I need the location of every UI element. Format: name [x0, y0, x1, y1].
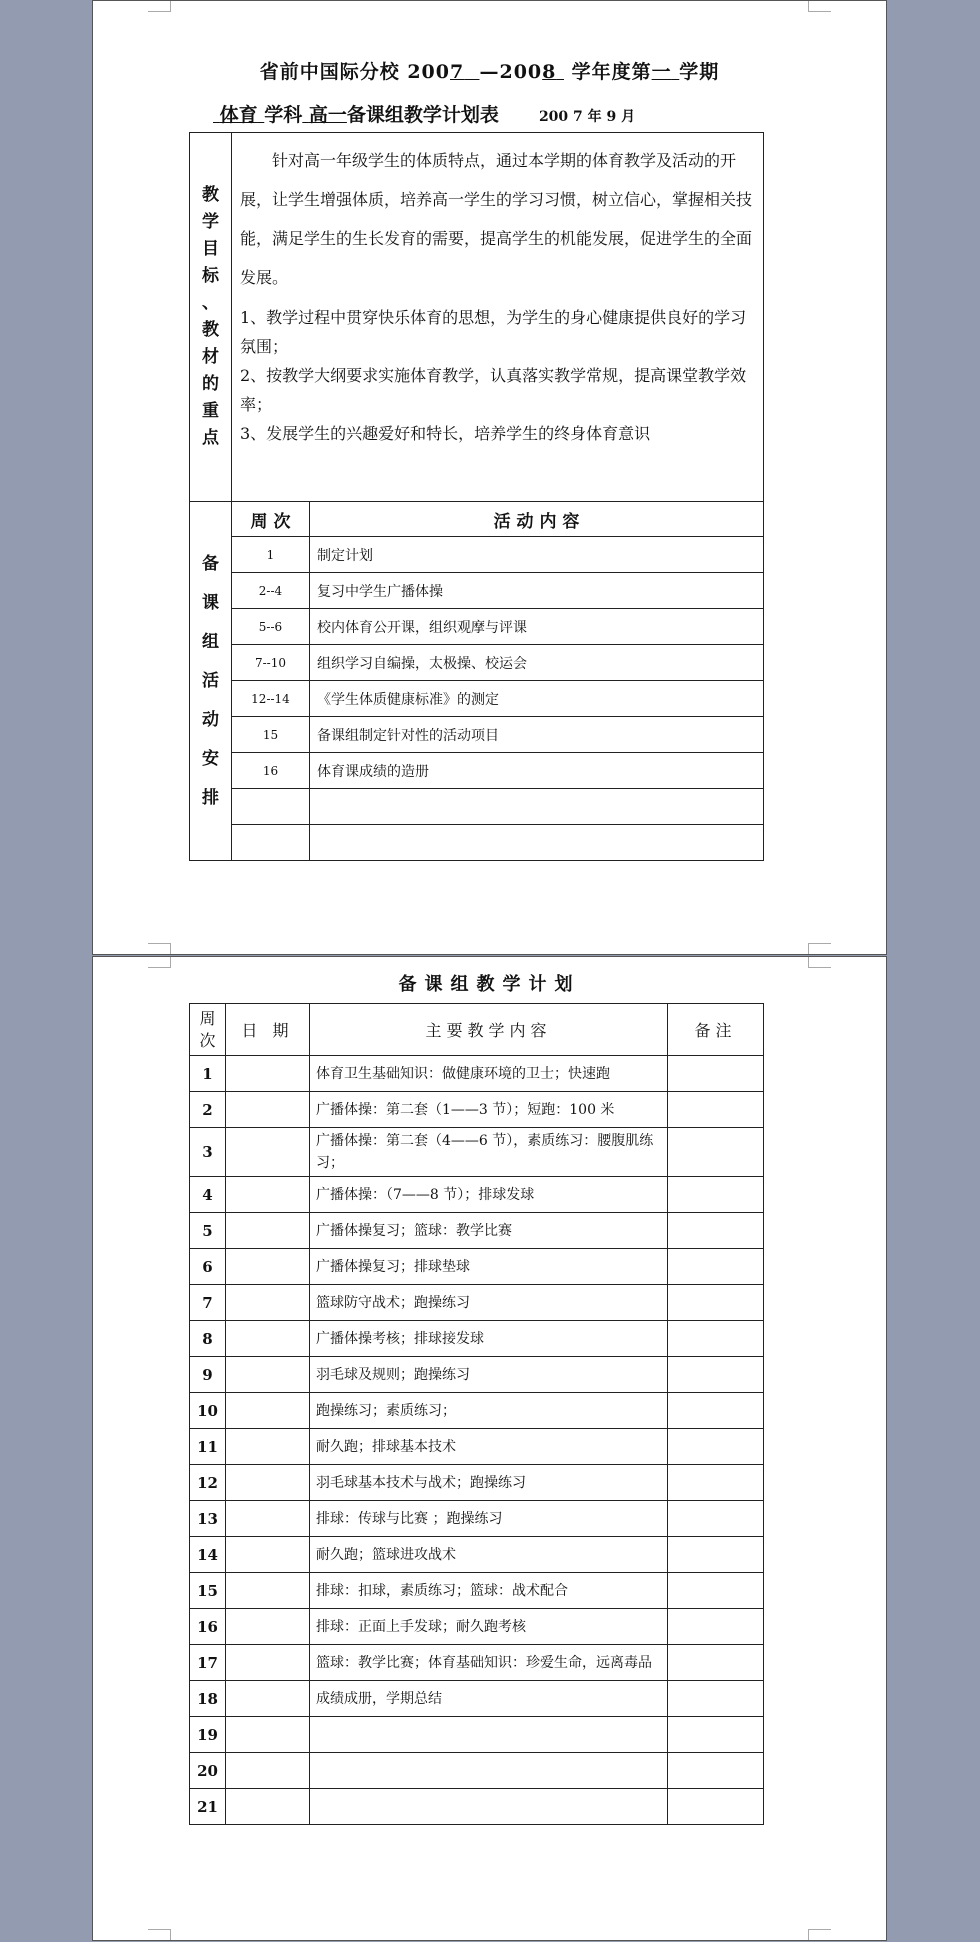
document-title	[93, 57, 886, 84]
page-corner-mark	[148, 1, 171, 12]
content-cell	[310, 1717, 668, 1753]
table-row	[190, 1393, 764, 1429]
week-cell	[232, 825, 310, 861]
content-cell: 篮球：教学比赛；体育基础知识：珍爱生命，远离毒品	[310, 1645, 668, 1681]
table-row	[190, 1717, 764, 1753]
table-row	[190, 1501, 764, 1537]
note-cell	[668, 1645, 764, 1681]
week-number-cell: 15	[190, 1573, 226, 1609]
activity-label-char: 备	[202, 553, 219, 574]
date-cell	[226, 1753, 310, 1789]
page-corner-mark	[808, 957, 831, 968]
activity-cell: 体育课成绩的造册	[310, 753, 764, 789]
week-number-cell: 2	[190, 1092, 226, 1128]
date-cell	[226, 1249, 310, 1285]
content-cell: 排球：传球与比赛 ；跑操练习	[310, 1501, 668, 1537]
goals-label-char: 教	[202, 320, 219, 340]
content-cell: 耐久跑；排球基本技术	[310, 1429, 668, 1465]
note-cell	[668, 1056, 764, 1092]
activity-cell	[310, 825, 764, 861]
date-cell	[226, 1213, 310, 1249]
page-corner-mark	[808, 1929, 831, 1940]
table-row	[190, 1609, 764, 1645]
table-row	[190, 1092, 764, 1128]
goals-label-char: 标	[202, 266, 219, 286]
table-row	[190, 1465, 764, 1501]
activity-cell: 制定计划	[310, 537, 764, 573]
table-row	[190, 1321, 764, 1357]
goals-item: 3、发展学生的兴趣爱好和特长，培养学生的终身体育意识	[240, 424, 651, 443]
goals-intro: 针对高一年级学生的体质特点，通过本学期的体育教学及活动的开展，让学生增强体质，培养高一学生的学习习惯，树立信心，掌握相关技能，满足学生的生长发育的需要，提高学生的机能发展，促进学生的全面发展。	[240, 151, 753, 287]
goals-label-char: 学	[202, 212, 219, 232]
activity-cell: 复习中学生广播体操	[310, 573, 764, 609]
week-number-cell: 13	[190, 1501, 226, 1537]
subject-name: 体育	[219, 104, 258, 126]
title-term: 一	[651, 61, 672, 83]
note-cell	[668, 1128, 764, 1177]
content-cell	[310, 1753, 668, 1789]
activity-cell: 组织学习自编操，太极操、校运会	[310, 645, 764, 681]
content-cell: 广播体操复习；篮球：教学比赛	[310, 1213, 668, 1249]
content-cell: 广播体操：第二套（1——3 节）；短跑：100 米	[310, 1092, 668, 1128]
content-cell: 篮球防守战术；跑操练习	[310, 1285, 668, 1321]
note-cell	[668, 1357, 764, 1393]
date-cell	[226, 1717, 310, 1753]
week-number-cell: 7	[190, 1285, 226, 1321]
activity-label-char: 安	[202, 748, 219, 769]
column-header-note: 备注	[668, 1004, 764, 1056]
table-row	[190, 681, 764, 717]
subtitle-text: 学科	[264, 104, 303, 126]
activity-cell: 备课组制定针对性的活动项目	[310, 717, 764, 753]
grade-name: 高一	[308, 104, 347, 126]
table-row	[190, 1537, 764, 1573]
week-number-cell: 8	[190, 1321, 226, 1357]
plan-table	[189, 132, 764, 861]
week-number-cell: 10	[190, 1393, 226, 1429]
week-cell: 12--14	[232, 681, 310, 717]
date-cell	[226, 1789, 310, 1825]
week-number-cell: 5	[190, 1213, 226, 1249]
week-number-cell: 16	[190, 1609, 226, 1645]
activity-label	[190, 502, 232, 861]
table-row	[190, 645, 764, 681]
note-cell	[668, 1501, 764, 1537]
goals-label-char: 重	[202, 401, 219, 421]
goals-content	[232, 133, 764, 502]
table-row	[190, 753, 764, 789]
note-cell	[668, 1465, 764, 1501]
title-text: 学年度第	[564, 61, 652, 83]
note-cell	[668, 1753, 764, 1789]
week-number-cell: 9	[190, 1357, 226, 1393]
document-subtitle	[213, 100, 635, 127]
content-cell: 羽毛球基本技术与战术；跑操练习	[310, 1465, 668, 1501]
goals-label	[190, 133, 232, 502]
table-row	[190, 537, 764, 573]
date-cell	[226, 1501, 310, 1537]
goals-label-char: 材	[202, 347, 219, 367]
date-cell	[226, 1393, 310, 1429]
note-cell	[668, 1213, 764, 1249]
date-cell	[226, 1285, 310, 1321]
content-cell: 广播体操：（7——8 节）；排球发球	[310, 1177, 668, 1213]
activity-cell	[310, 789, 764, 825]
table-row	[190, 825, 764, 861]
week-number-cell: 3	[190, 1128, 226, 1177]
date-cell	[226, 1429, 310, 1465]
note-cell	[668, 1789, 764, 1825]
date-cell	[226, 1573, 310, 1609]
goals-label-char: 点	[202, 428, 219, 448]
table-row	[190, 1789, 764, 1825]
page-corner-mark	[148, 957, 171, 968]
content-cell: 广播体操：第二套（4——6 节），素质练习：腰腹肌练习；	[310, 1128, 668, 1177]
table-row	[190, 1128, 764, 1177]
table-row	[190, 789, 764, 825]
goals-label-char: 的	[202, 374, 219, 394]
activity-cell: 《学生体质健康标准》的测定	[310, 681, 764, 717]
activity-label-char: 活	[202, 670, 219, 691]
page-corner-mark	[808, 943, 831, 954]
page-corner-mark	[148, 1929, 171, 1940]
goals-item: 2、按教学大纲要求实施体育教学，认真落实教学常规，提高课堂教学效率；	[240, 366, 747, 414]
note-cell	[668, 1537, 764, 1573]
table-row	[190, 1357, 764, 1393]
week-number-cell: 6	[190, 1249, 226, 1285]
date-cell	[226, 1357, 310, 1393]
activity-cell: 校内体育公开课，组织观摩与评课	[310, 609, 764, 645]
note-cell	[668, 1681, 764, 1717]
date-cell	[226, 1321, 310, 1357]
table-row	[190, 573, 764, 609]
week-number-cell: 4	[190, 1177, 226, 1213]
note-cell	[668, 1285, 764, 1321]
column-header-week: 周 次	[232, 502, 310, 537]
date-cell	[226, 1645, 310, 1681]
date-cell	[226, 1465, 310, 1501]
week-number-cell: 20	[190, 1753, 226, 1789]
note-cell	[668, 1177, 764, 1213]
table-row	[190, 1429, 764, 1465]
title-year-start: 7	[450, 61, 465, 83]
table-row	[190, 1753, 764, 1789]
table-row	[190, 717, 764, 753]
title-text: 学期	[679, 61, 720, 83]
note-cell	[668, 1717, 764, 1753]
goals-label-char: 、	[202, 293, 219, 313]
title-text: —200	[479, 61, 543, 83]
note-cell	[668, 1573, 764, 1609]
content-cell: 羽毛球及规则；跑操练习	[310, 1357, 668, 1393]
date-cell	[226, 1681, 310, 1717]
week-cell	[232, 789, 310, 825]
week-number-cell: 21	[190, 1789, 226, 1825]
column-header-content: 活 动 内 容	[310, 502, 764, 537]
week-cell: 1	[232, 537, 310, 573]
content-cell: 体育卫生基础知识：做健康环境的卫士；快速跑	[310, 1056, 668, 1092]
note-cell	[668, 1092, 764, 1128]
goals-item: 1、教学过程中贯穿快乐体育的思想，为学生的身心健康提供良好的学习氛围；	[240, 308, 747, 356]
column-header-date: 日 期	[226, 1004, 310, 1056]
date-cell	[226, 1609, 310, 1645]
document-page-2	[92, 956, 887, 1941]
activity-label-char: 排	[202, 787, 219, 808]
note-cell	[668, 1429, 764, 1465]
date-cell	[226, 1092, 310, 1128]
date-cell	[226, 1128, 310, 1177]
note-cell	[668, 1249, 764, 1285]
week-number-cell: 1	[190, 1056, 226, 1092]
week-number-cell: 18	[190, 1681, 226, 1717]
date-cell	[226, 1177, 310, 1213]
plan-date: 200 7 年 9 月	[538, 109, 636, 125]
goals-label-char: 目	[202, 239, 219, 259]
table-row	[190, 1573, 764, 1609]
page-corner-mark	[808, 1, 831, 12]
subtitle-text: 备课组教学计划表	[346, 104, 499, 126]
week-cell: 5--6	[232, 609, 310, 645]
goals-label-char: 教	[202, 185, 219, 205]
content-cell: 成绩成册，学期总结	[310, 1681, 668, 1717]
week-number-cell: 19	[190, 1717, 226, 1753]
schedule-title: 备课组教学计划	[398, 974, 581, 995]
week-cell: 16	[232, 753, 310, 789]
week-number-cell: 12	[190, 1465, 226, 1501]
date-cell	[226, 1537, 310, 1573]
title-text: 省前中国际分校 200	[259, 61, 450, 83]
content-cell: 广播体操考核；排球接发球	[310, 1321, 668, 1357]
content-cell: 耐久跑；篮球进攻战术	[310, 1537, 668, 1573]
content-cell: 排球：正面上手发球；耐久跑考核	[310, 1609, 668, 1645]
page-corner-mark	[148, 943, 171, 954]
table-row	[190, 1249, 764, 1285]
table-row	[190, 1285, 764, 1321]
content-cell	[310, 1789, 668, 1825]
week-cell: 15	[232, 717, 310, 753]
document-page-1	[92, 0, 887, 955]
week-number-cell: 14	[190, 1537, 226, 1573]
activity-label-char: 课	[202, 592, 219, 613]
table-row	[190, 1177, 764, 1213]
content-cell: 跑操练习；素质练习；	[310, 1393, 668, 1429]
note-cell	[668, 1393, 764, 1429]
activity-label-char: 动	[202, 709, 219, 730]
week-number-cell: 11	[190, 1429, 226, 1465]
table-row	[190, 1681, 764, 1717]
activity-label-char: 组	[202, 631, 219, 652]
note-cell	[668, 1609, 764, 1645]
content-cell: 广播体操复习；排球垫球	[310, 1249, 668, 1285]
table-row	[190, 1213, 764, 1249]
column-header-week: 周次	[190, 1004, 226, 1056]
week-cell: 7--10	[232, 645, 310, 681]
content-cell: 排球：扣球，素质练习；篮球：战术配合	[310, 1573, 668, 1609]
schedule-table	[189, 1003, 764, 1825]
date-cell	[226, 1056, 310, 1092]
table-row	[190, 1645, 764, 1681]
title-year-end: 8	[542, 61, 557, 83]
week-cell: 2--4	[232, 573, 310, 609]
note-cell	[668, 1321, 764, 1357]
column-header-content: 主要教学内容	[310, 1004, 668, 1056]
week-number-cell: 17	[190, 1645, 226, 1681]
table-row	[190, 609, 764, 645]
table-row	[190, 1056, 764, 1092]
